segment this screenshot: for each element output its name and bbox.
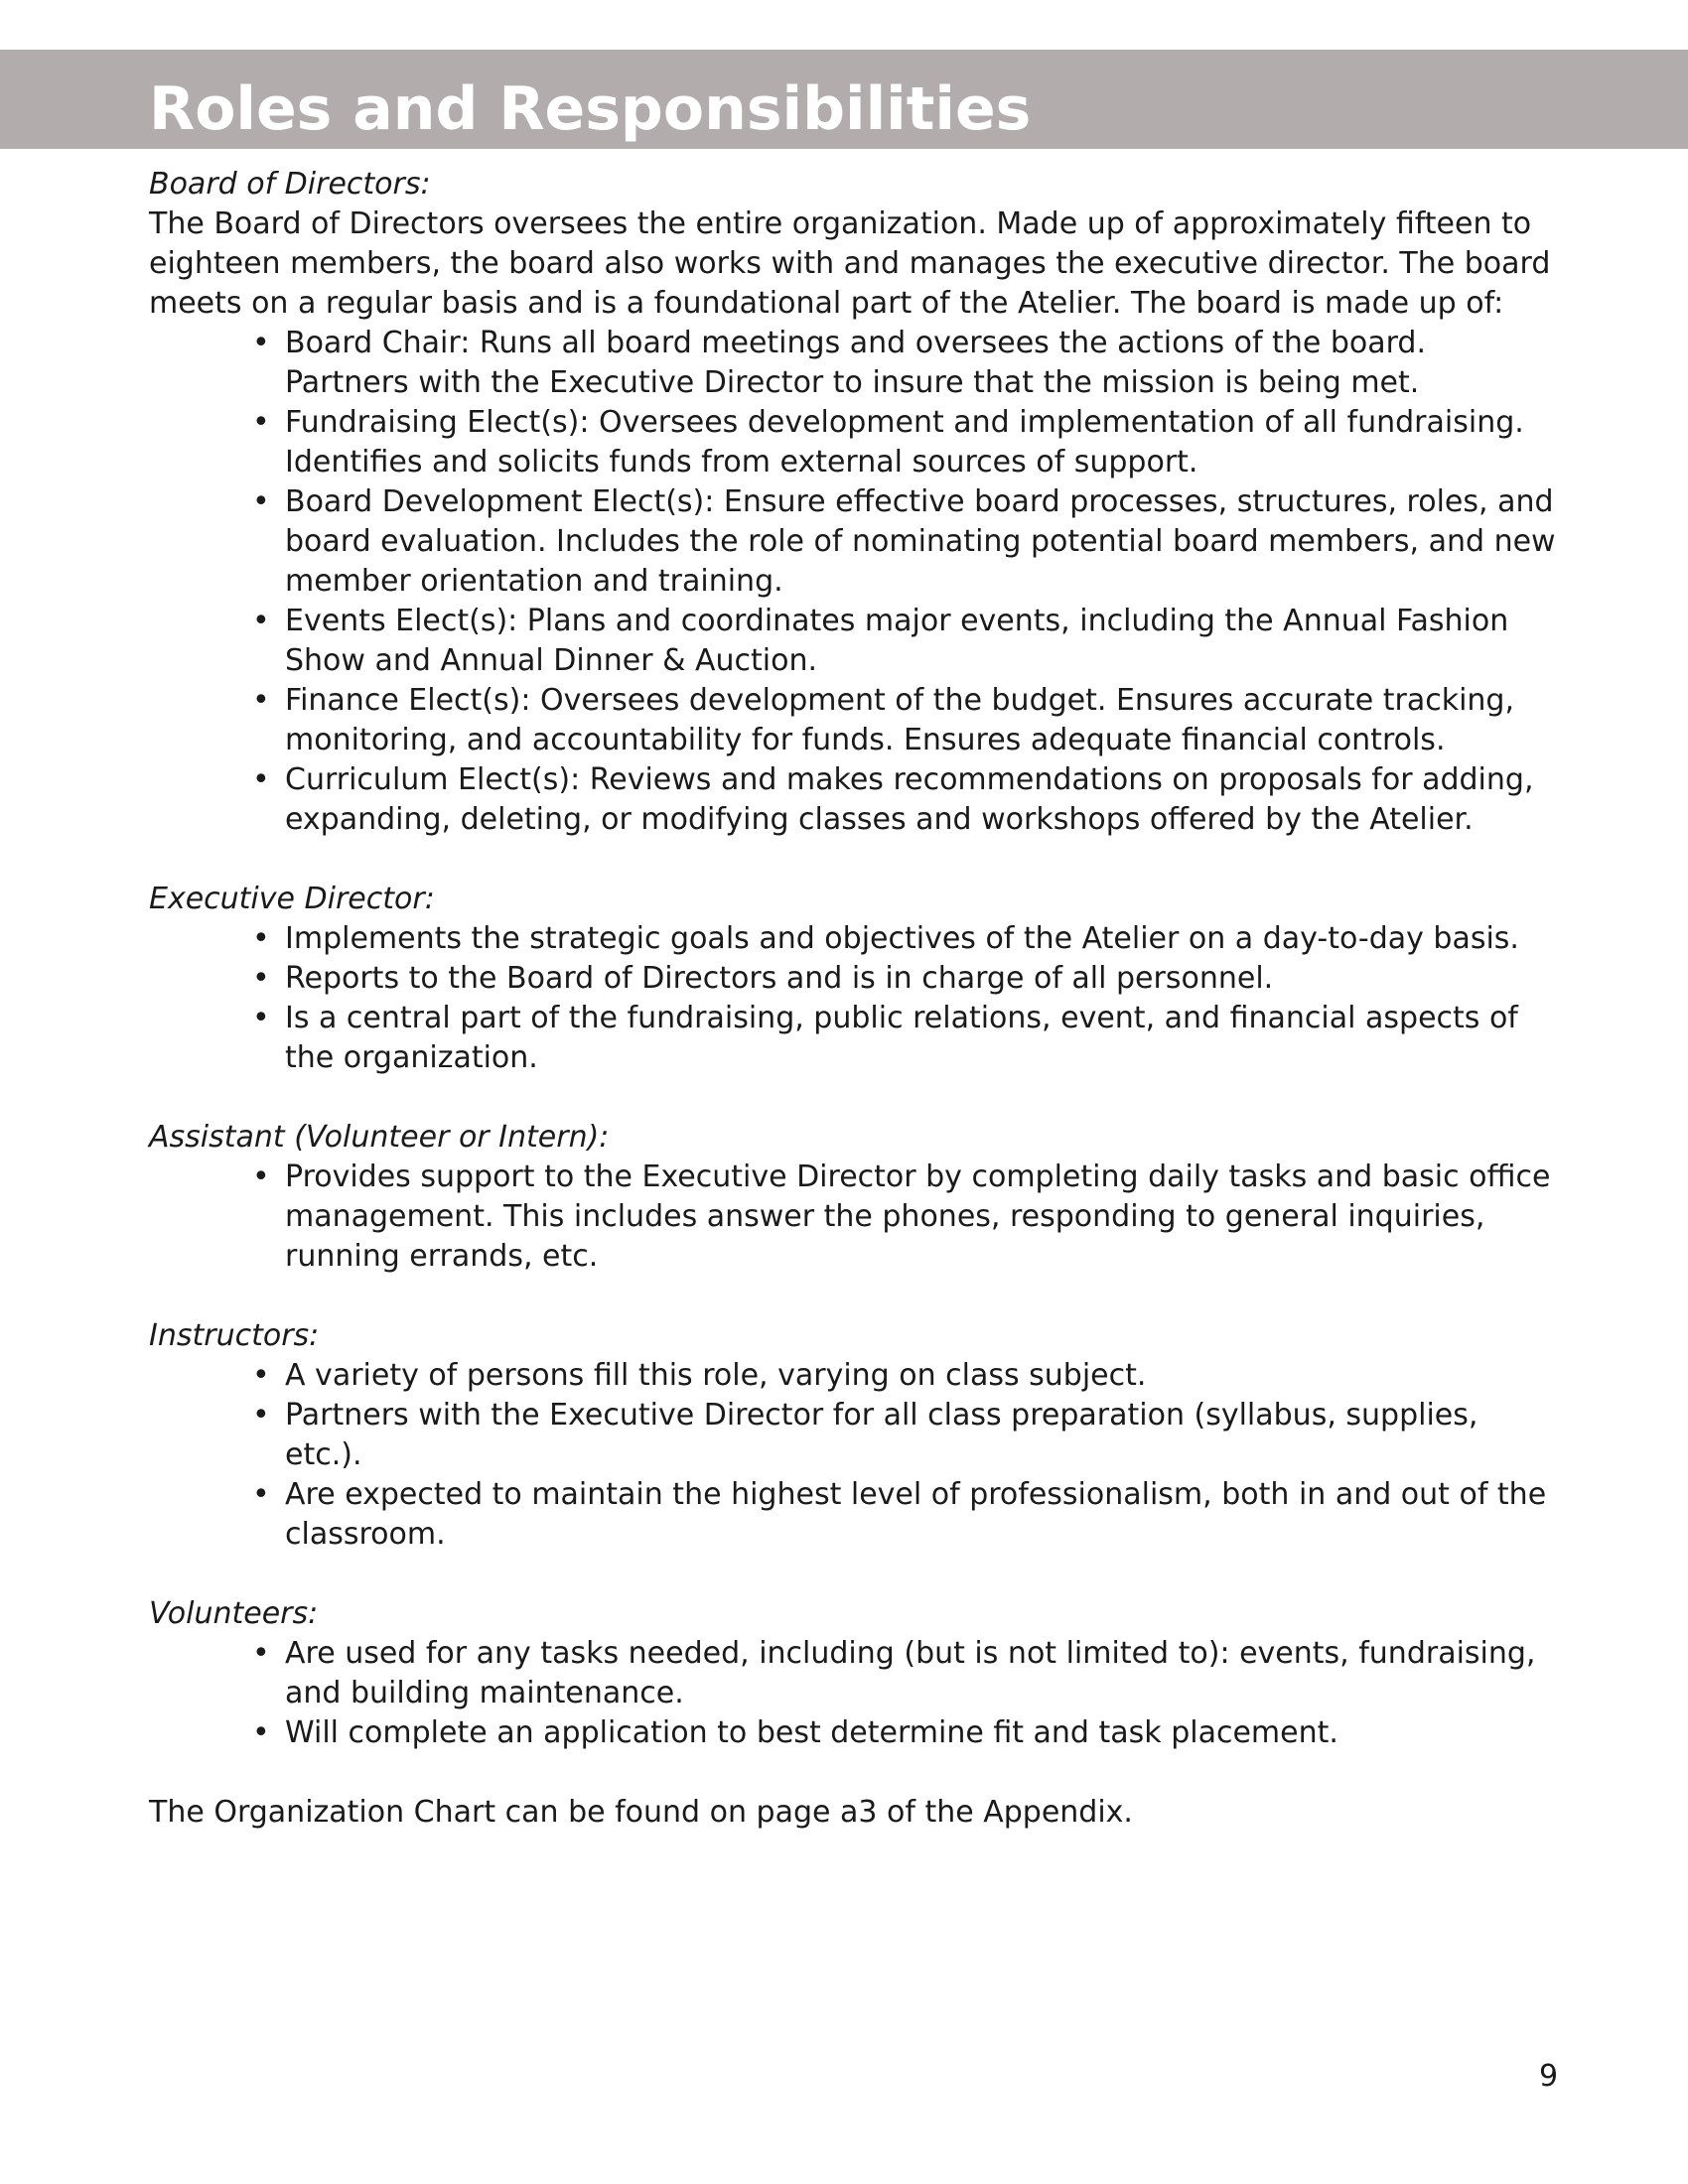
document-body xyxy=(149,165,1559,1833)
section-heading: Assistant (Volunteer or Intern): xyxy=(149,1120,610,1155)
list-item: • Implements the strategic goals and objectives of the Atelier on a day-to-day basis. xyxy=(285,919,1559,959)
section-heading: Volunteers: xyxy=(149,1596,319,1631)
list-item: • Are expected to maintain the highest level of professionalism, both in and out of the classroom. xyxy=(285,1475,1559,1555)
list-item: • Reports to the Board of Directors and is in charge of all personnel. xyxy=(285,959,1559,999)
section-heading: Instructors: xyxy=(149,1318,320,1353)
list-item: • Is a central part of the fundraising, public relations, event, and financial aspects of the organization. xyxy=(285,999,1559,1078)
section-executive-director xyxy=(149,880,1559,1078)
bullet-list xyxy=(149,1158,1559,1277)
list-item: • Partners with the Executive Director for all class preparation (syllabus, supplies, etc.). xyxy=(285,1396,1559,1475)
list-item: • A variety of persons fill this role, varying on class subject. xyxy=(285,1356,1559,1396)
section-board-of-directors xyxy=(149,165,1559,840)
list-item: • Provides support to the Executive Director by completing daily tasks and basic office management. This includes answer the phones, responding to general inquiries, running errands, etc. xyxy=(285,1158,1559,1277)
section-heading: Executive Director: xyxy=(149,882,435,916)
list-item: • Are used for any tasks needed, including (but is not limited to): events, fundraising, and building maintenance. xyxy=(285,1634,1559,1713)
list-item: • Events Elect(s): Plans and coordinates major events, including the Annual Fashion Show and Annual Dinner & Auction. xyxy=(285,602,1559,681)
page-title: Roles and Responsibilities xyxy=(149,74,1032,144)
page-number: 9 xyxy=(1539,2059,1559,2094)
organization-chart-note: The Organization Chart can be found on page a3 of the Appendix. xyxy=(149,1795,1133,1830)
list-item: • Fundraising Elect(s): Oversees development and implementation of all fundraising. Identifies and solicits funds from external sources of support. xyxy=(285,403,1559,482)
list-item: • Board Development Elect(s): Ensure effective board processes, structures, roles, and board evaluation. Includes the role of nominating potential board members, and new member orientation and training. xyxy=(285,482,1559,602)
list-item: • Curriculum Elect(s): Reviews and makes recommendations on proposals for adding, expanding, deleting, or modifying classes and workshops offered by the Atelier. xyxy=(285,760,1559,840)
bullet-list xyxy=(149,1634,1559,1753)
list-item: • Finance Elect(s): Oversees development of the budget. Ensures accurate tracking, monitoring, and accountability for funds. Ensures adequate financial controls. xyxy=(285,681,1559,760)
section-assistant xyxy=(149,1118,1559,1277)
section-volunteers xyxy=(149,1594,1559,1753)
section-intro: The Board of Directors oversees the entire organization. Made up of approximately fifteen to eighteen members, the board also works with and manages the executive director. The board meets on a regular basis and is a foundational part of the Atelier. The board is made up of: xyxy=(149,206,1551,321)
bullet-list xyxy=(149,919,1559,1078)
list-item: • Will complete an application to best determine fit and task placement. xyxy=(285,1713,1559,1753)
list-item: • Board Chair: Runs all board meetings and oversees the actions of the board. Partners with the Executive Director to insure that the mission is being met. xyxy=(285,324,1559,403)
section-instructors xyxy=(149,1316,1559,1555)
bullet-list xyxy=(149,1356,1559,1555)
section-heading: Board of Directors: xyxy=(149,167,431,202)
bullet-list xyxy=(149,324,1559,840)
